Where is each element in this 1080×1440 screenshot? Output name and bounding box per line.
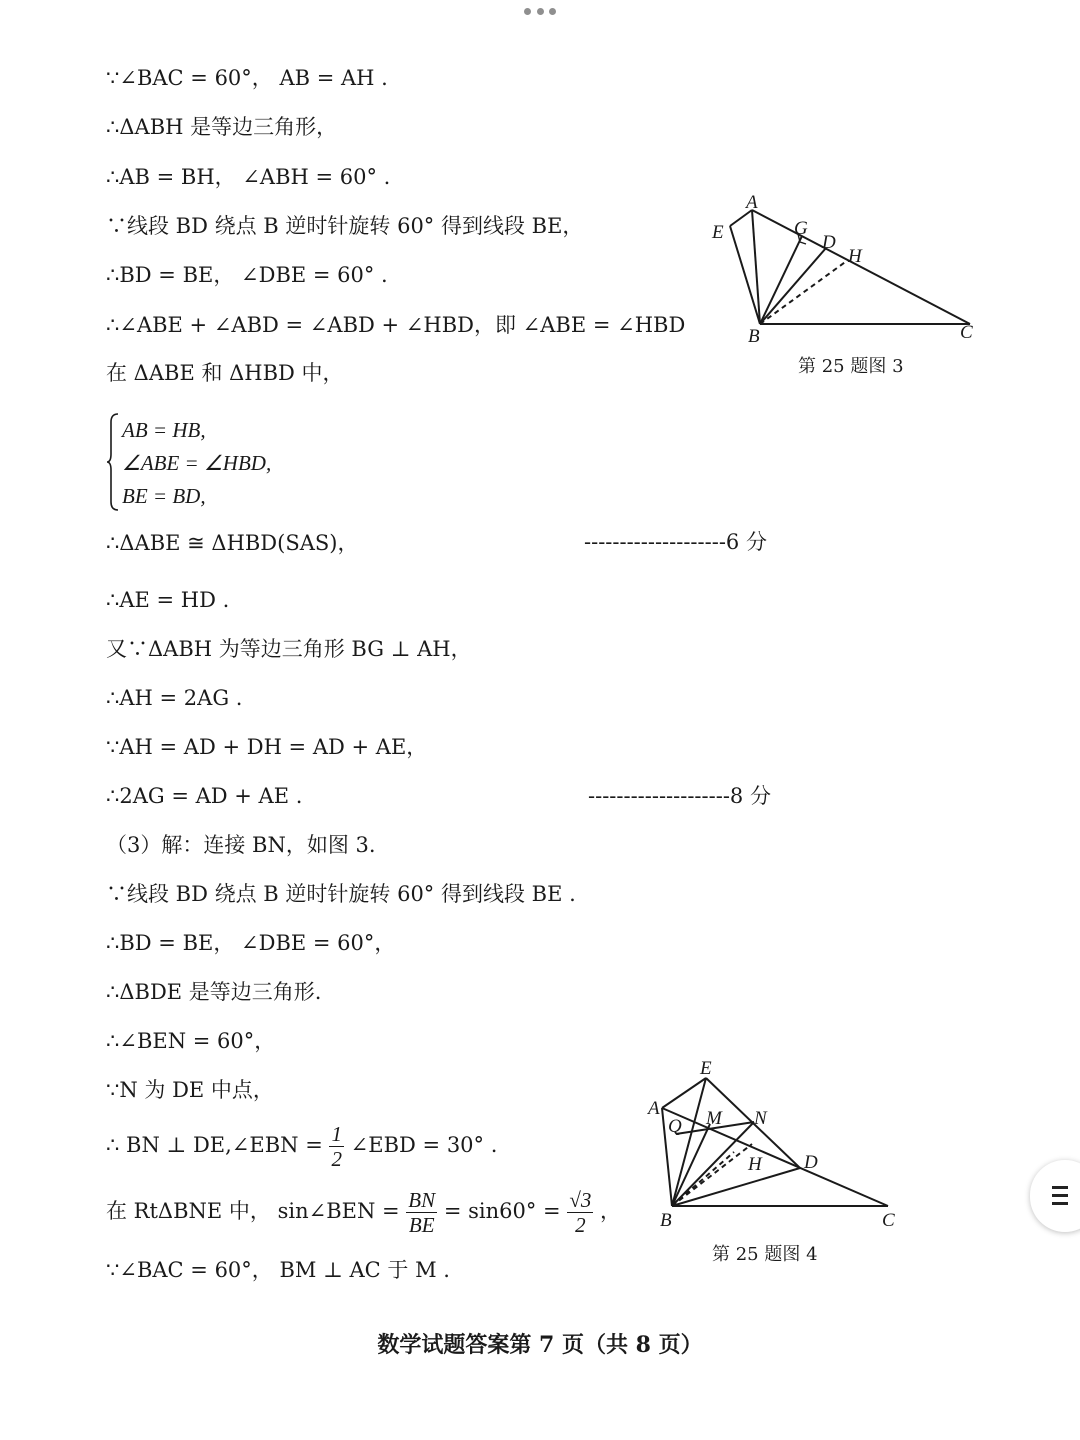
proof-line-8: ∴ΔABE ≅ ΔHBD(SAS)，: [106, 531, 359, 555]
figure-3-diagram: [700, 190, 990, 350]
line-b-dashed-2: [672, 1152, 734, 1206]
proof-line-13: ∴2AG = AD + AE .: [106, 784, 303, 808]
proof-line-18: ∴∠BEN = 60°，: [106, 1029, 276, 1053]
fraction-bn-be: [406, 1188, 437, 1237]
fraction-half-den: 2: [331, 1147, 342, 1172]
proof-line-4: ∵线段 BD 绕点 B 逆时针旋转 60° 得到线段 BE，: [106, 214, 584, 238]
proof-line-14: （3）解：连接 BN，如图 3.: [106, 833, 376, 857]
proof-line-6: ∴∠ABE + ∠ABD = ∠ABD + ∠HBD，即 ∠ABE = ∠HBD: [106, 313, 686, 337]
proof-line-15: ∵线段 BD 绕点 B 逆时针旋转 60° 得到线段 BE .: [106, 882, 576, 906]
line21-end: ，: [600, 1199, 622, 1224]
proof-line-1: ∵∠BAC = 60°， AB = AH .: [106, 66, 388, 90]
fig4-label-n: N: [754, 1108, 767, 1129]
fig3-label-b: B: [748, 326, 760, 347]
fig4-label-d: D: [804, 1152, 818, 1173]
condition-1: AB = HB,: [122, 418, 206, 442]
line-ac: [662, 1108, 888, 1206]
figure-3-caption: 第 25 题图 3: [798, 356, 904, 377]
line20-left: ∴ BN ⊥ DE,∠EBN =: [106, 1133, 323, 1158]
line-bd: [760, 248, 826, 324]
score-8: --------------------8 分: [588, 784, 771, 808]
figure-4-diagram: [640, 1052, 920, 1232]
fraction-sqrt3-den: 2: [575, 1213, 586, 1238]
line-bh-dashed: [672, 1144, 752, 1206]
line-bh-dashed: [760, 260, 848, 324]
proof-line-20: [106, 1122, 497, 1171]
fig4-label-q: Q: [668, 1116, 682, 1137]
proof-line-3: ∴AB = BH， ∠ABH = 60° .: [106, 165, 391, 189]
fig4-label-a: A: [648, 1098, 660, 1119]
proof-line-16: ∴BD = BE， ∠DBE = 60°，: [106, 931, 396, 955]
condition-2: ∠ABE = ∠HBD,: [122, 451, 272, 475]
fig4-label-h: H: [748, 1154, 762, 1175]
hamburger-menu-icon[interactable]: [1030, 1160, 1080, 1232]
proof-line-9: ∴AE = HD .: [106, 588, 230, 612]
more-dots-icon[interactable]: [524, 8, 556, 18]
fig3-label-a: A: [746, 192, 758, 213]
fig4-label-m: M: [706, 1108, 722, 1129]
fraction-bn-be-den: BE: [408, 1213, 435, 1238]
line-bg: [760, 236, 802, 324]
proof-line-12: ∵AH = AD + DH = AD + AE，: [106, 735, 428, 759]
line21-left: 在 RtΔBNE 中， sin∠BEN =: [106, 1199, 400, 1224]
fraction-sqrt3-num: √3: [569, 1188, 592, 1212]
fig4-label-b: B: [660, 1210, 672, 1231]
proof-line-22: ∵∠BAC = 60°， BM ⊥ AC 于 M .: [106, 1258, 450, 1282]
fraction-half-num: 1: [331, 1122, 342, 1146]
fig4-label-c: C: [882, 1210, 895, 1231]
proof-line-2: ∴ΔABH 是等边三角形，: [106, 115, 338, 139]
fig3-label-d: D: [822, 232, 836, 253]
left-brace: [106, 412, 120, 512]
fig3-label-e: E: [712, 222, 724, 243]
score-6: --------------------6 分: [584, 530, 767, 554]
proof-line-21: [106, 1188, 621, 1237]
line-eb: [730, 226, 760, 324]
line20-right: ∠EBD = 30° .: [350, 1133, 498, 1158]
proof-line-11: ∴AH = 2AG .: [106, 686, 243, 710]
condition-3: BE = BD,: [122, 484, 206, 508]
fig3-label-c: C: [960, 322, 973, 343]
fraction-sqrt3-2: [567, 1188, 593, 1237]
proof-line-5: ∴BD = BE， ∠DBE = 60° .: [106, 263, 388, 287]
proof-line-19: ∵N 为 DE 中点，: [106, 1078, 274, 1102]
proof-line-10: 又∵ΔABH 为等边三角形 BG ⊥ AH，: [106, 637, 472, 661]
fig3-label-g: G: [794, 218, 808, 239]
line-ab: [752, 210, 760, 324]
fig3-label-h: H: [848, 246, 862, 267]
proof-line-17: ∴ΔBDE 是等边三角形.: [106, 980, 322, 1004]
proof-line-7: 在 ΔABE 和 ΔHBD 中，: [106, 361, 344, 385]
fraction-half: [329, 1122, 344, 1171]
fig4-label-e: E: [700, 1058, 712, 1079]
line21-mid: = sin60° =: [443, 1199, 561, 1224]
page-footer: 数学试题答案第 7 页（共 8 页）: [377, 1332, 703, 1358]
fraction-bn-be-num: BN: [408, 1188, 436, 1212]
figure-4-caption: 第 25 题图 4: [712, 1244, 818, 1265]
